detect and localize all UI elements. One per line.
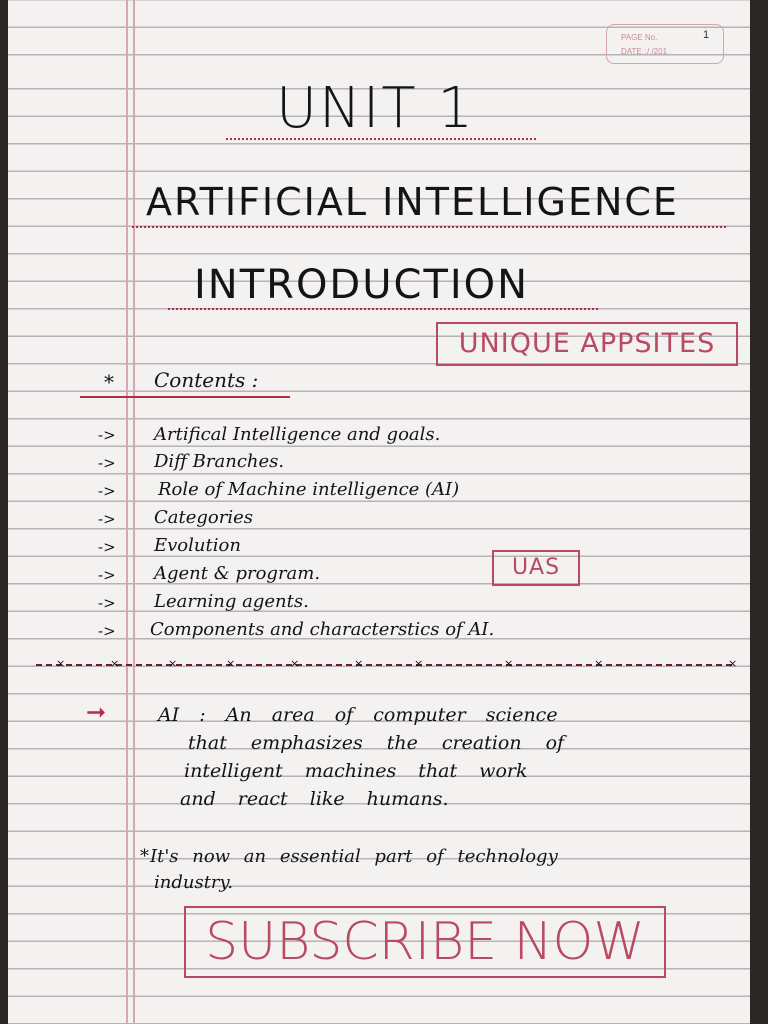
subscribe-stamp: SUBSCRIBE NOW xyxy=(184,906,666,978)
list-arrow: -> xyxy=(98,538,116,556)
contents-bullet: * xyxy=(104,370,114,394)
topic-heading: INTRODUCTION xyxy=(194,262,530,308)
divider-mark: × xyxy=(226,657,236,670)
contents-underline xyxy=(80,396,290,398)
brand-stamp: UNIQUE APPSITES xyxy=(436,322,738,366)
definition-arrow: ➞ xyxy=(86,698,107,726)
note-bullet: * xyxy=(140,846,149,867)
list-arrow: -> xyxy=(98,566,116,584)
list-item: Artifical Intelligence and goals. xyxy=(154,424,441,445)
list-item: Categories xyxy=(154,507,253,528)
date-label: DATE : xyxy=(621,47,647,56)
divider-mark: × xyxy=(56,657,66,670)
heading-underline xyxy=(226,138,536,140)
page-number: 1 xyxy=(703,29,710,41)
unit-heading: UNIT 1 xyxy=(276,76,476,141)
subject-heading: ARTIFICIAL INTELLIGENCE xyxy=(146,180,679,224)
note-line: It's now an essential part of technology xyxy=(150,846,558,867)
divider-mark: × xyxy=(414,657,424,670)
divider-mark: × xyxy=(168,657,178,670)
divider-mark: × xyxy=(290,657,300,670)
heading-underline xyxy=(168,308,598,310)
list-arrow: -> xyxy=(98,622,116,640)
definition-line: intelligent machines that work xyxy=(184,760,528,782)
list-arrow: -> xyxy=(98,454,116,472)
list-arrow: -> xyxy=(98,426,116,444)
divider-mark: × xyxy=(110,657,120,670)
note-line: industry. xyxy=(154,872,234,893)
list-item: Role of Machine intelligence (AI) xyxy=(158,479,460,500)
margin-line xyxy=(133,0,135,1024)
divider-mark: × xyxy=(354,657,364,670)
margin-line xyxy=(126,0,128,1024)
list-arrow: -> xyxy=(98,510,116,528)
list-item: Agent & program. xyxy=(154,563,321,584)
list-item: Evolution xyxy=(154,535,241,556)
definition-line: and react like humans. xyxy=(180,788,449,810)
list-arrow: -> xyxy=(98,482,116,500)
list-item: Components and characterstics of AI. xyxy=(150,619,495,640)
definition-line: that emphasizes the creation of xyxy=(188,732,565,754)
list-item: Learning agents. xyxy=(154,591,309,612)
page-label: PAGE No. xyxy=(621,33,658,42)
notebook-page xyxy=(8,0,750,1024)
short-stamp: UAS xyxy=(492,550,580,586)
page-number-box xyxy=(606,24,724,64)
divider-mark: × xyxy=(594,657,604,670)
divider-mark: × xyxy=(504,657,514,670)
list-arrow: -> xyxy=(98,594,116,612)
section-divider xyxy=(36,664,732,666)
definition-line: AI : An area of computer science xyxy=(158,704,558,726)
contents-label: Contents : xyxy=(154,368,259,392)
list-item: Diff Branches. xyxy=(154,451,285,472)
divider-mark: × xyxy=(728,657,738,670)
heading-underline xyxy=(132,226,726,228)
date-value: / /201 xyxy=(647,47,668,56)
